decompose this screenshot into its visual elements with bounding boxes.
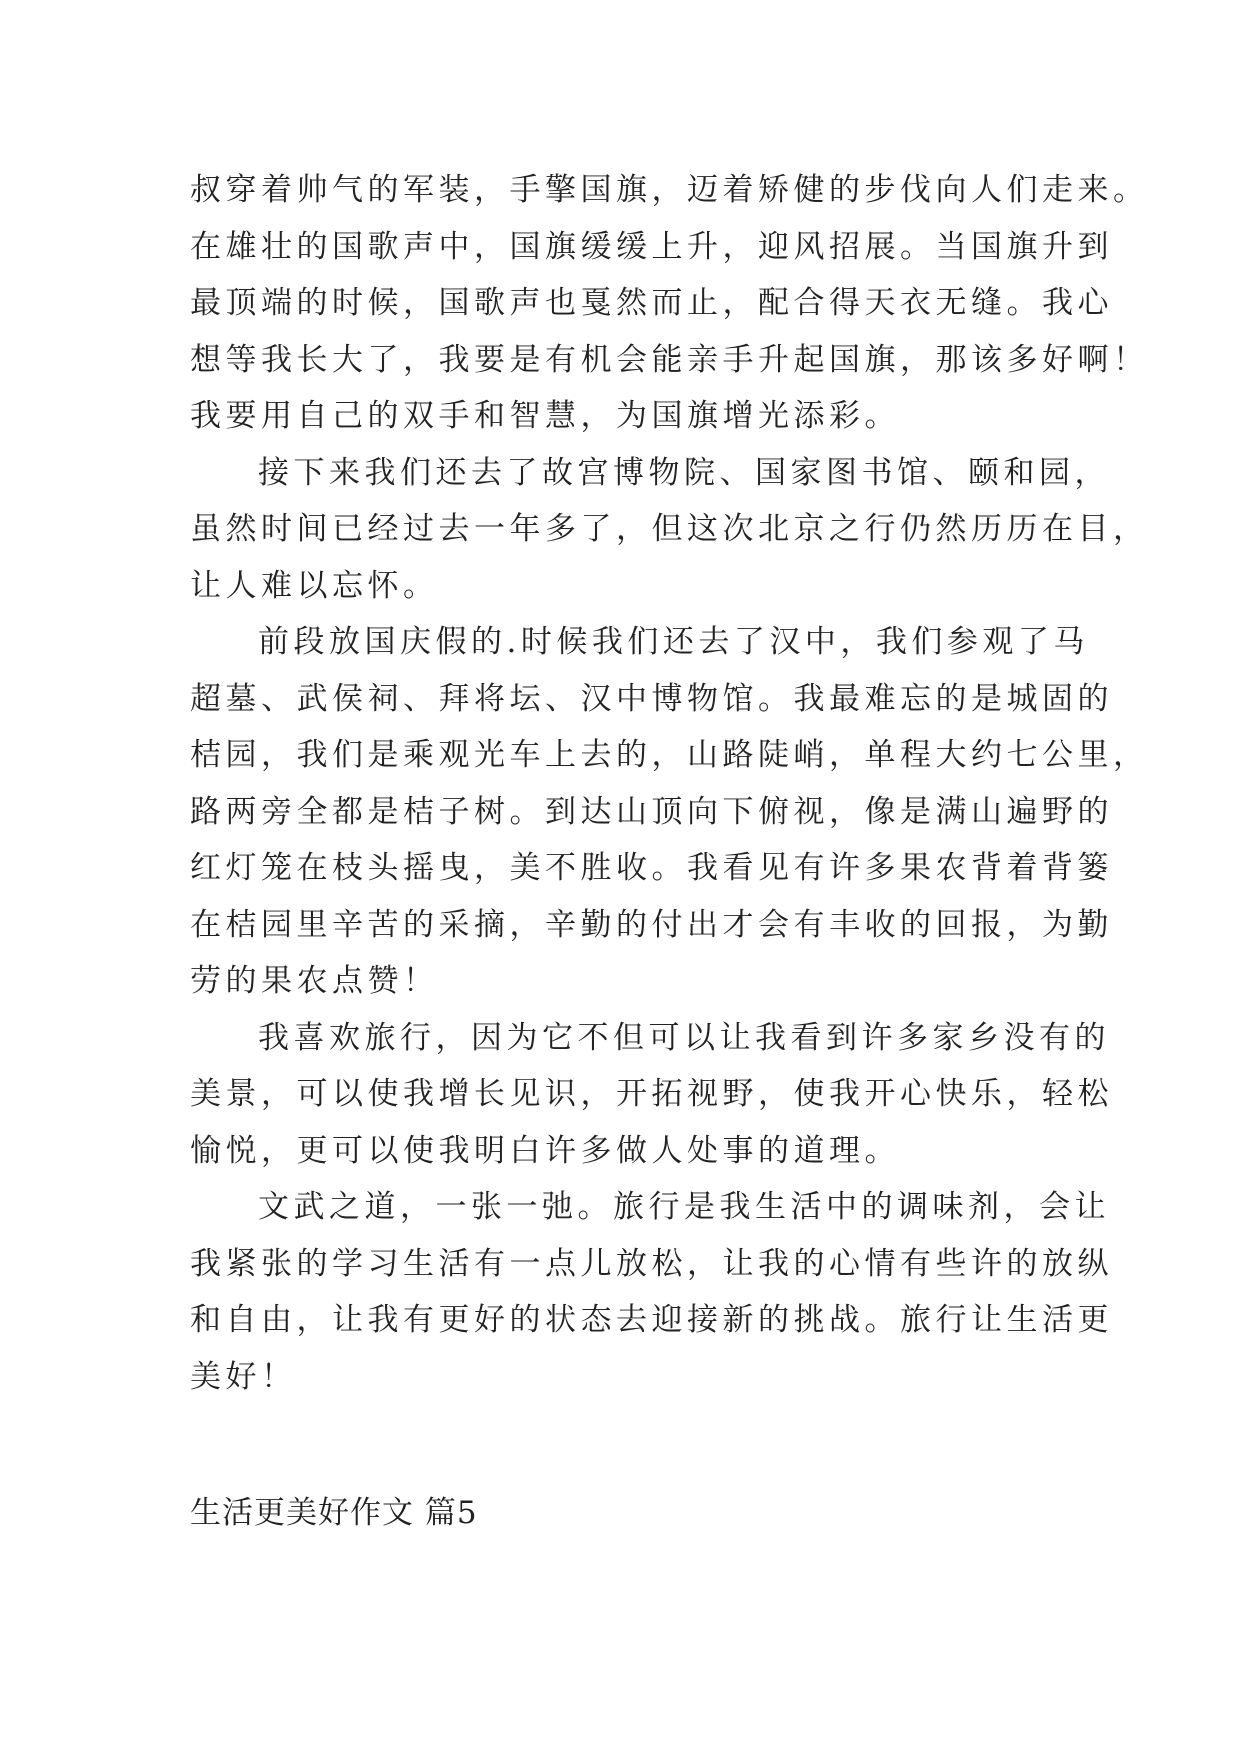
text-line: 我要用自己的双手和智慧，为国旗增光添彩。 (190, 398, 900, 434)
text-line: 超墓、武侯祠、拜将坛、汉中博物馆。我最难忘的是城固的 (190, 680, 1113, 717)
text-line: 桔园，我们是乘观光车上去的，山路陡峭，单程大约七公里， (190, 737, 1149, 773)
text-line: 虽然时间已经过去一年多了，但这次北京之行仍然历历在目， (190, 511, 1149, 547)
text-line: 想等我长大了，我要是有机会能亲手升起国旗，那该多好啊！ (190, 341, 1149, 378)
text-line: 美景，可以使我增长见识，开拓视野，使我开心快乐，轻松 (190, 1076, 1113, 1112)
text-line: 接下来我们还去了故宫博物院、国家图书馆、颐和园， (258, 454, 1110, 491)
text-line: 我紧张的学习生活有一点儿放松，让我的心情有些许的放纵 (190, 1245, 1113, 1282)
text-line: 最顶端的时候，国歌声也戛然而止，配合得天衣无缝。我心 (190, 285, 1113, 321)
text-line: 劳的果农点赞！ (190, 963, 439, 999)
text-line: 和自由，让我有更好的状态去迎接新的挑战。旅行让生活更 (190, 1302, 1113, 1338)
text-line: 让人难以忘怀。 (190, 567, 439, 604)
text-line: 文武之道，一张一弛。旅行是我生活中的调味剂，会让 (258, 1189, 1110, 1225)
text-line: 我喜欢旅行，因为它不但可以让我看到许多家乡没有的 (258, 1019, 1110, 1056)
text-line: 叔穿着帅气的军装，手擎国旗，迈着矫健的步伐向人们走来。 (190, 172, 1149, 208)
text-line: 美好！ (190, 1358, 297, 1395)
text-line: 在雄壮的国歌声中，国旗缓缓上升，迎风招展。当国旗升到 (190, 228, 1113, 265)
section-title: 生活更美好作文 篇5 (190, 1495, 478, 1531)
text-line: 愉悦，更可以使我明白许多做人处事的道理。 (190, 1132, 900, 1169)
text-line: 前段放国庆假的.时候我们还去了汉中，我们参观了马 (258, 624, 1089, 660)
text-line: 红灯笼在枝头摇曳，美不胜收。我看见有许多果农背着背篓 (190, 850, 1113, 886)
text-line: 路两旁全都是桔子树。到达山顶向下俯视，像是满山遍野的 (190, 793, 1113, 830)
text-line: 在桔园里辛苦的采摘，辛勤的付出才会有丰收的回报，为勤 (190, 906, 1113, 943)
essay-body (190, 162, 1149, 1405)
